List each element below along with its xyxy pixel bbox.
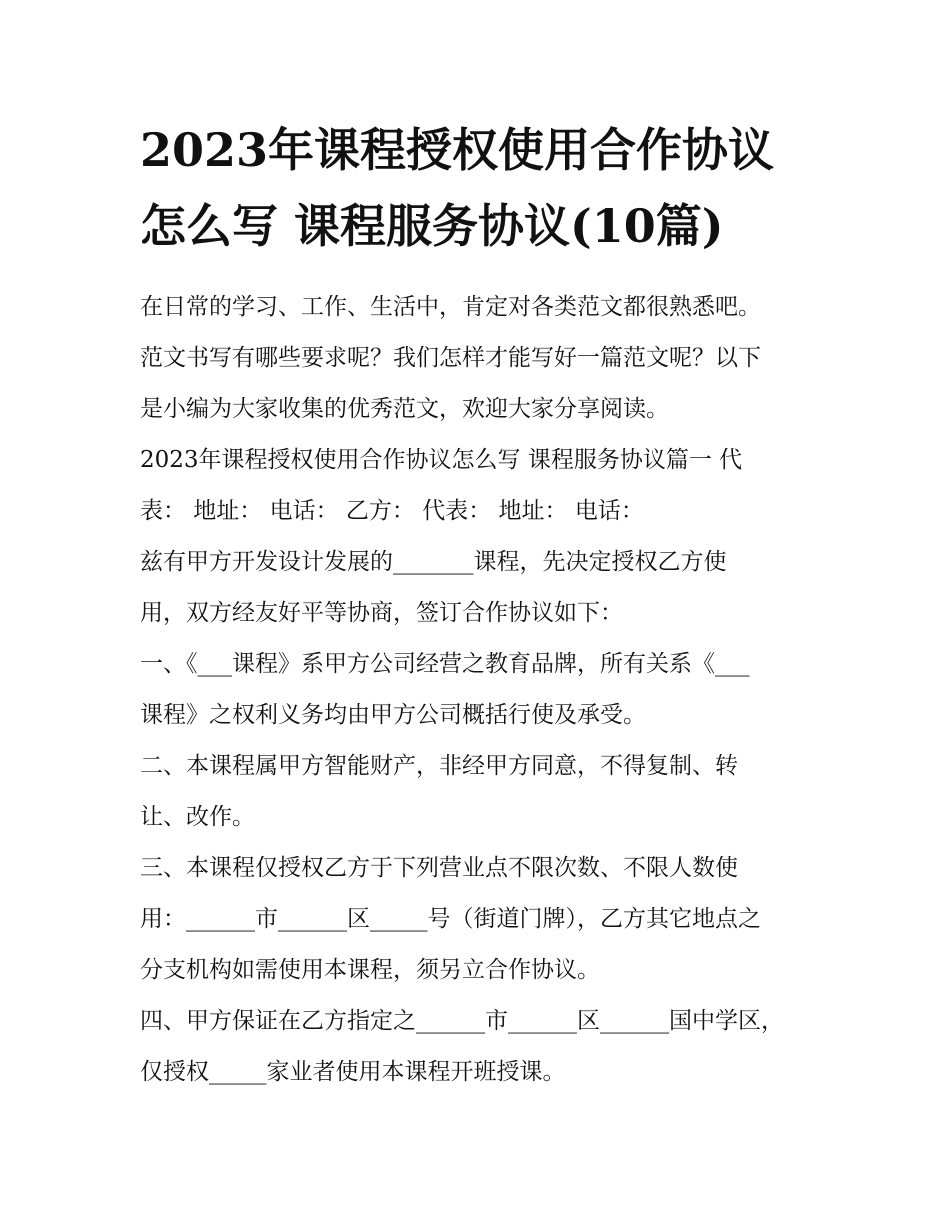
preamble-paragraph bbox=[140, 537, 820, 639]
text-line: 在日常的学习、工作、生活中，肯定对各类范文都很熟悉吧。 bbox=[140, 294, 761, 320]
text-line: 2023年课程授权使用合作协议怎么写 课程服务协议篇一 代 bbox=[140, 447, 743, 473]
text-line: 范文书写有哪些要求呢？我们怎样才能写好一篇范文呢？以下 bbox=[140, 345, 761, 371]
text-line: 仅授权_____家业者使用本课程开班授课。 bbox=[140, 1059, 566, 1085]
text-line: 课程》之权利义务均由甲方公司概括行使及承受。 bbox=[140, 702, 646, 728]
title-line: 2023年课程授权使用合作协议 bbox=[140, 123, 775, 177]
text-line: 兹有甲方开发设计发展的_______课程，先决定授权乙方使 bbox=[140, 549, 727, 575]
clause-2 bbox=[140, 741, 820, 843]
text-line: 三、本课程仅授权乙方于下列营业点不限次数、不限人数使 bbox=[140, 855, 738, 881]
text-line: 二、本课程属甲方智能财产，非经甲方同意，不得复制、转 bbox=[140, 753, 738, 779]
text-line: 让、改作。 bbox=[140, 804, 255, 830]
text-line: 表： 地址： 电话： 乙方： 代表： 地址： 电话： bbox=[140, 498, 644, 524]
text-line: 用，双方经友好平等协商，签订合作协议如下： bbox=[140, 600, 623, 626]
document-title bbox=[140, 112, 820, 264]
text-line: 是小编为大家收集的优秀范文，欢迎大家分享阅读。 bbox=[140, 396, 669, 422]
intro-paragraph bbox=[140, 282, 820, 435]
text-line: 用：______市______区_____号（街道门牌），乙方其它地点之 bbox=[140, 906, 761, 932]
text-line: 一、《___课程》系甲方公司经营之教育品牌，所有关系《___ bbox=[140, 651, 750, 677]
clause-4 bbox=[140, 996, 820, 1098]
section-heading-paragraph bbox=[140, 435, 820, 537]
clause-3 bbox=[140, 843, 820, 996]
clause-1 bbox=[140, 639, 820, 741]
text-line: 分支机构如需使用本课程，须另立合作协议。 bbox=[140, 957, 600, 983]
title-line: 怎么写 课程服务协议(10篇) bbox=[140, 199, 724, 253]
document-content bbox=[140, 112, 820, 1098]
text-line: 四、甲方保证在乙方指定之______市______区______国中学区， bbox=[140, 1008, 784, 1034]
